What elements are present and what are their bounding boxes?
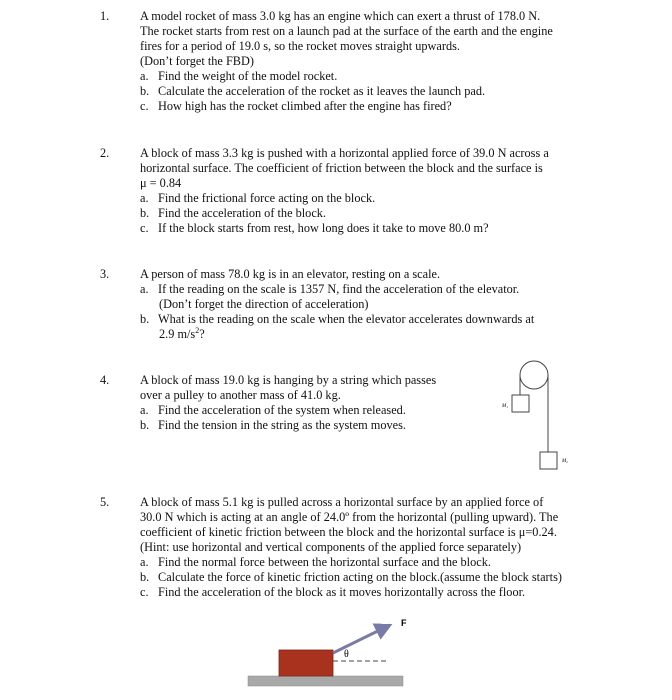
problem-1-line-4: (Don’t forget the FBD)	[140, 54, 254, 68]
problem-2-part-a: a. Find the frictional force acting on the block.	[140, 191, 376, 205]
problem-4-line-1: A block of mass 19.0 kg is hanging by a string which passes	[140, 373, 437, 387]
block	[279, 650, 333, 676]
problem-5-line-1: A block of mass 5.1 kg is pulled across a horizontal surface by an applied force of	[140, 495, 544, 509]
problem-1-number: 1.	[100, 9, 110, 23]
ground-surface	[248, 676, 403, 686]
problem-2-line-2: horizontal surface. The coefficient of friction between the block and the surface is	[140, 161, 543, 175]
pulley-wheel	[520, 361, 548, 389]
problem-1-part-c: c. How high has the rocket climbed after the engine has fired?	[140, 99, 452, 113]
problem-4-part-a: a. Find the acceleration of the system when released.	[140, 403, 406, 417]
angle-label: θ	[344, 649, 349, 660]
problem-5-number: 5.	[100, 495, 110, 509]
problem-4-part-b: b. Find the tension in the string as the system moves.	[140, 418, 406, 432]
problem-3-part-b: b. What is the reading on the scale when the elevator accelerates downwards at	[140, 312, 535, 326]
problem-3-part-a-cont: (Don’t forget the direction of acceleration)	[159, 297, 369, 311]
problem-2-part-b: b. Find the acceleration of the block.	[140, 206, 326, 220]
problem-5-line-3: coefficient of kinetic friction between the block and the horizontal surface is μ=0.24.	[140, 525, 557, 539]
mass-2-block	[540, 452, 557, 469]
force-arrow	[333, 625, 390, 653]
problem-1-line-3: fires for a period of 19.0 s, so the rocket moves straight upwards.	[140, 39, 460, 53]
problem-5-part-a: a. Find the normal force between the horizontal surface and the block.	[140, 555, 491, 569]
problem-3-part-a: a. If the reading on the scale is 1357 N, find the acceleration of the elevator.	[140, 282, 520, 296]
problem-1-part-a: a. Find the weight of the model rocket.	[140, 69, 338, 83]
problem-1-line-1: A model rocket of mass 3.0 kg has an engine which can exert a thrust of 178.0 N.	[140, 9, 541, 23]
pulley-diagram	[496, 355, 586, 480]
force-diagram	[244, 614, 414, 689]
force-label: F	[401, 618, 407, 628]
problem-3-part-b-cont: 2.9 $m/s^2$?	[159, 325, 205, 341]
problem-2-number: 2.	[100, 146, 110, 160]
problem-2-line-3: μ = 0.84	[140, 176, 182, 190]
problem-2-part-c: c. If the block starts from rest, how long does it take to move 80.0 m?	[140, 221, 489, 235]
problem-1-line-2: The rocket starts from rest on a launch pad at the surface of the earth and the engine	[140, 24, 553, 38]
problem-5-part-c: c. Find the acceleration of the block as it moves horizontally across the floor.	[140, 585, 526, 599]
problem-4-line-2: over a pulley to another mass of 41.0 kg.	[140, 388, 341, 402]
problem-3-number: 3.	[100, 267, 110, 281]
problem-2-line-1: A block of mass 3.3 kg is pushed with a horizontal applied force of 39.0 N across a	[140, 146, 549, 160]
problem-3-line-1: A person of mass 78.0 kg is in an elevator, resting on a scale.	[140, 267, 441, 281]
mass-1-label: M₁	[502, 404, 508, 409]
problem-5-line-4: (Hint: use horizontal and vertical components of the applied force separately)	[140, 540, 522, 554]
mass-2-label: M₂	[562, 459, 568, 464]
problem-5-line-2: 30.0 N which is acting at an angle of 24.0º from the horizontal (pulling upward). The	[140, 510, 559, 524]
problem-4-number: 4.	[100, 373, 110, 387]
mass-1-block	[512, 395, 529, 412]
problem-5-part-b: b. Calculate the force of kinetic friction acting on the block.(assume the block starts)	[140, 570, 562, 584]
problem-1-part-b: b. Calculate the acceleration of the rocket as it leaves the launch pad.	[140, 84, 486, 98]
